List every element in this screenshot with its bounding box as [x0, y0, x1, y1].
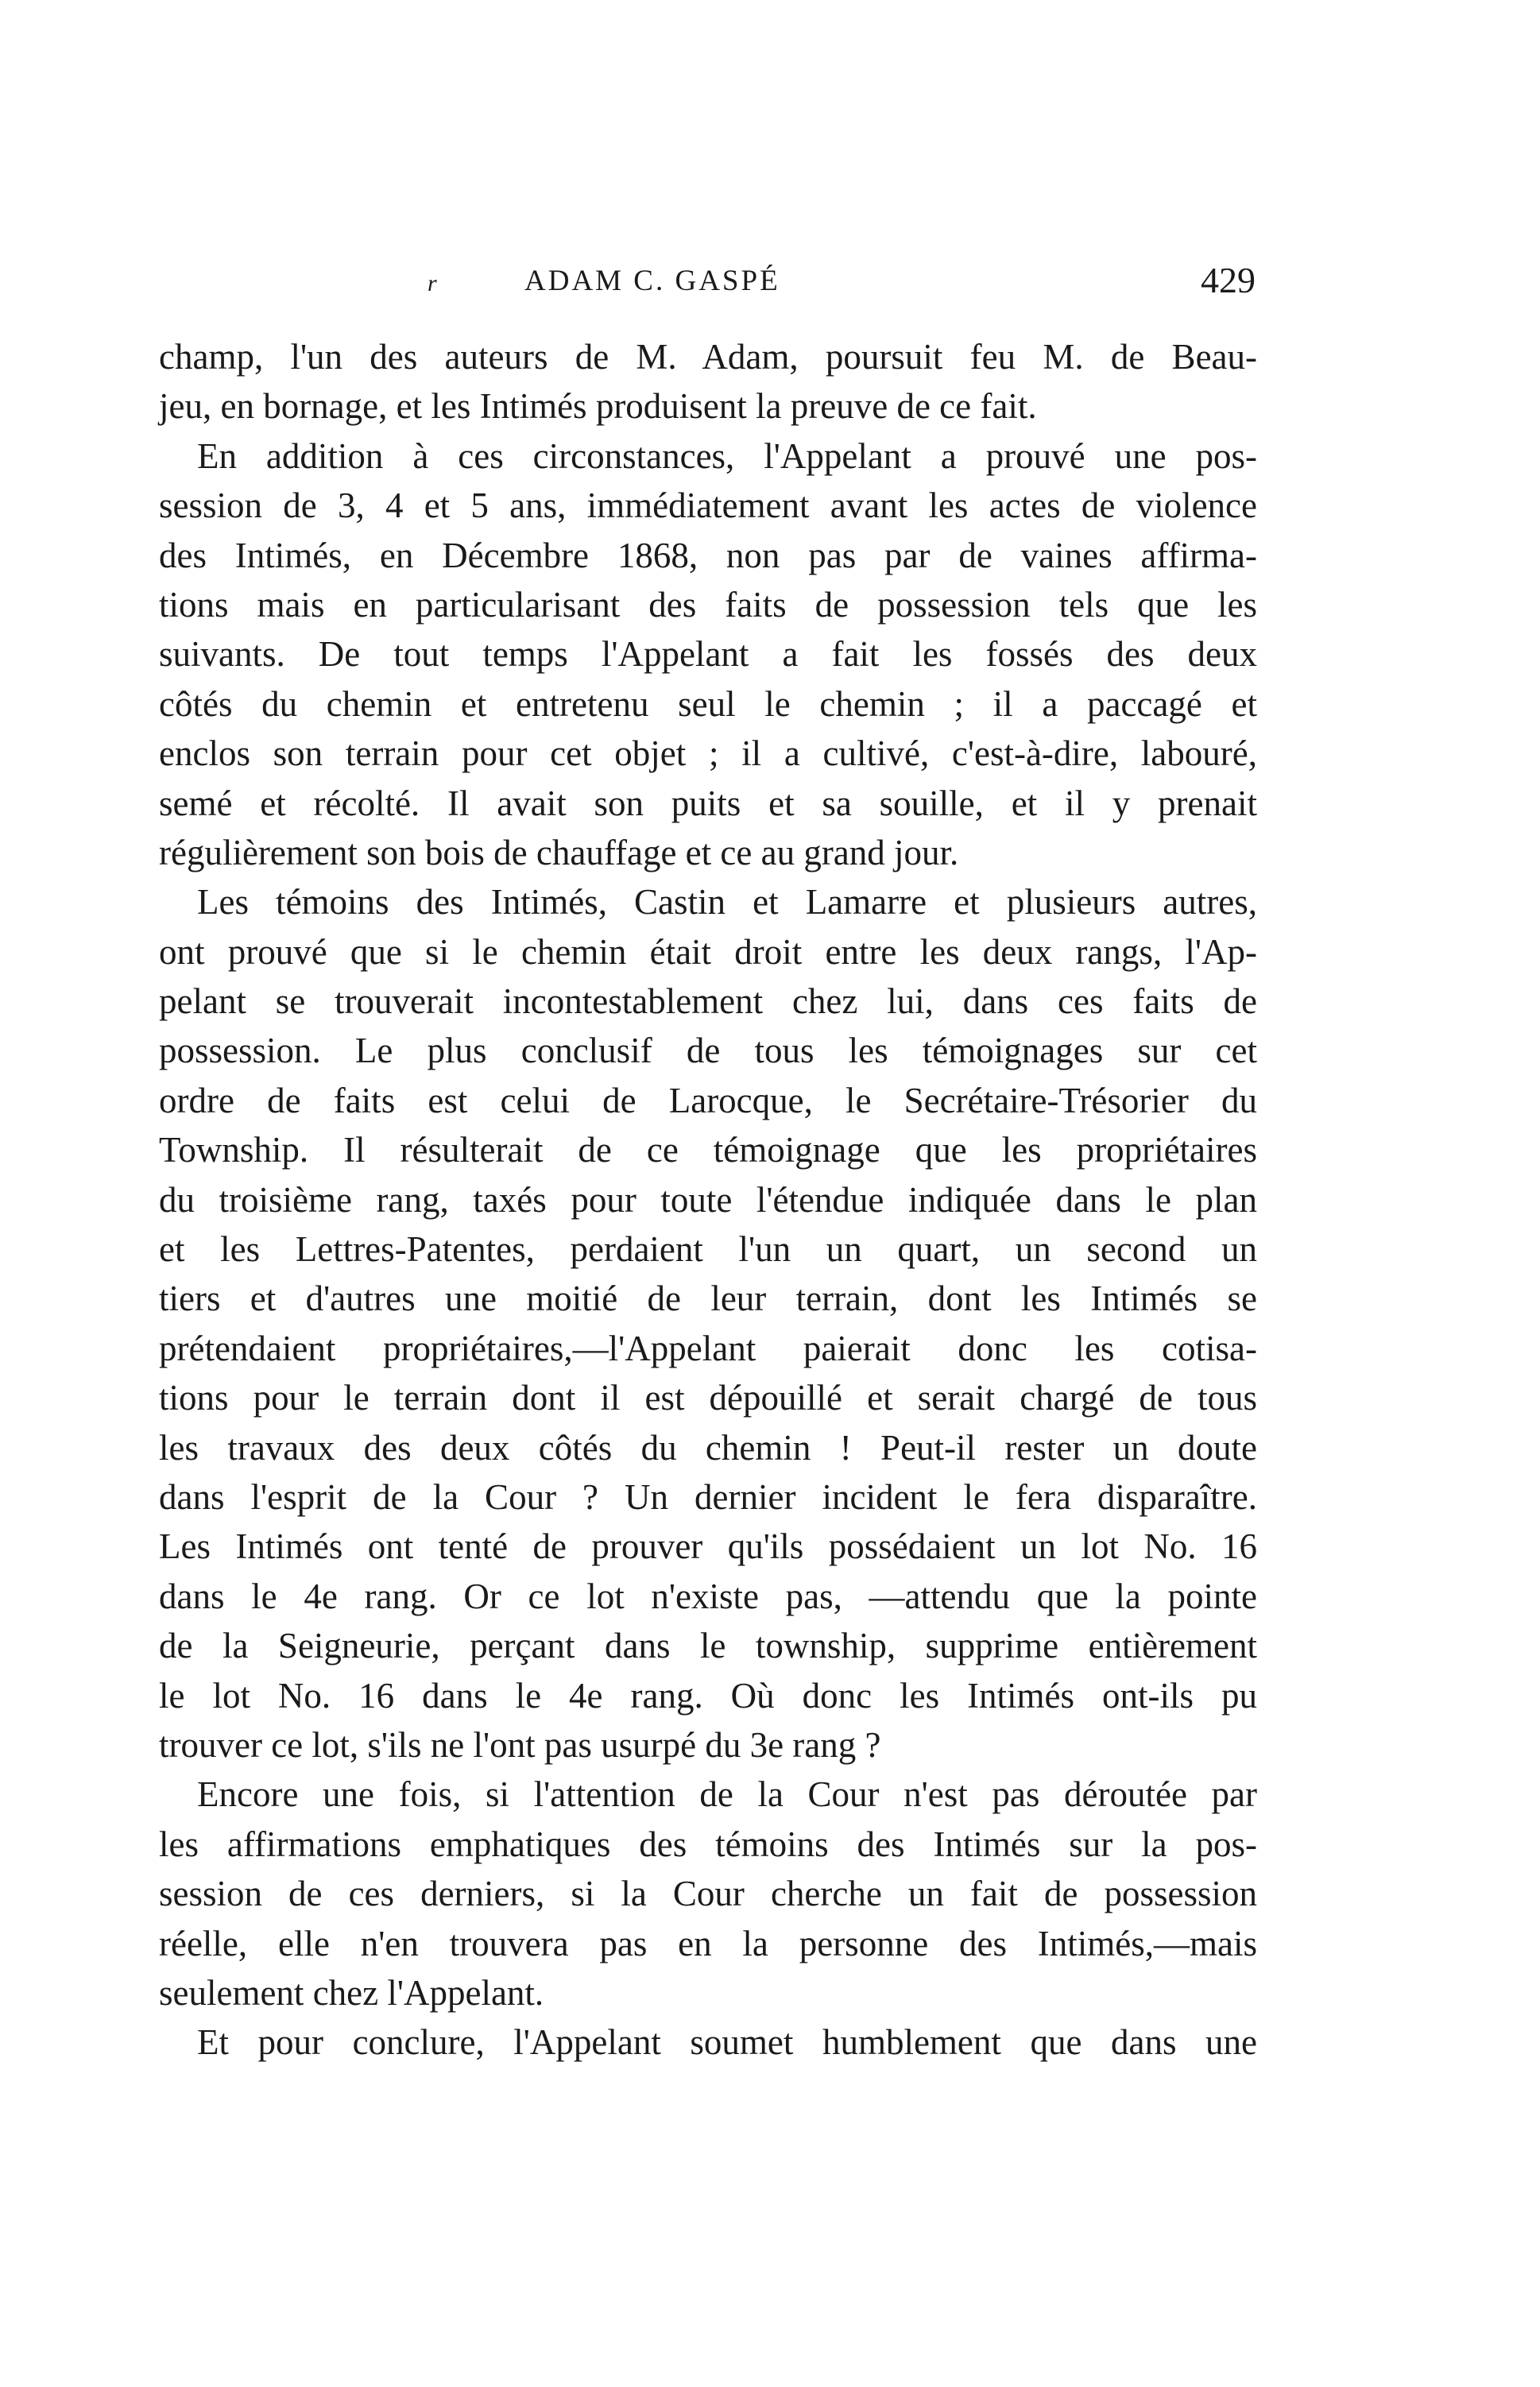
text-line: suivants. De tout temps l'Appelant a fait les fossés des deux: [159, 634, 1257, 675]
text-line: En addition à ces circonstances, l'Appelant a prouvé une pos-: [197, 435, 1257, 476]
text-line: le lot No. 16 dans le 4e rang. Où donc les Intimés ont-ils pu: [159, 1675, 1257, 1716]
text-line: tions pour le terrain dont il est dépouillé et serait chargé de tous: [159, 1378, 1257, 1418]
text-line: et les Lettres-Patentes, perdaient l'un un quart, un second un: [159, 1229, 1257, 1270]
text-line: session de ces derniers, si la Cour cherche un fait de possession: [159, 1874, 1257, 1914]
text-line: du troisième rang, taxés pour toute l'étendue indiquée dans le plan: [159, 1179, 1257, 1220]
header-mark: r: [428, 270, 437, 296]
text-line: session de 3, 4 et 5 ans, immédiatement avant les actes de violence: [159, 486, 1257, 526]
running-header: [159, 259, 1256, 307]
text-line: semé et récolté. Il avait son puits et sa souille, et il y prenait: [159, 783, 1257, 823]
text-line: de la Seigneurie, perçant dans le township, supprime entièrement: [159, 1626, 1257, 1666]
text-line: des Intimés, en Décembre 1868, non pas par de vaines affirma-: [159, 535, 1257, 575]
text-line: Et pour conclure, l'Appelant soumet humblement que dans une: [197, 2022, 1257, 2063]
text-line: possession. Le plus conclusif de tous les témoignages sur cet: [159, 1031, 1257, 1071]
text-line: tiers et d'autres une moitié de leur terrain, dont les Intimés se: [159, 1279, 1257, 1319]
text-line: tions mais en particularisant des faits de possession tels que les: [159, 584, 1257, 625]
text-line: les affirmations emphatiques des témoins des Intimés sur la pos-: [159, 1824, 1257, 1864]
text-line: Les témoins des Intimés, Castin et Lamarre et plusieurs autres,: [197, 882, 1257, 923]
text-line: Les Intimés ont tenté de prouver qu'ils possédaient un lot No. 16: [159, 1526, 1257, 1567]
text-line: dans l'esprit de la Cour ? Un dernier incident le fera disparaître.: [159, 1476, 1257, 1517]
text-line: pelant se trouverait incontestablement chez lui, dans ces faits de: [159, 981, 1257, 1022]
text-line: Encore une fois, si l'attention de la Cour n'est pas déroutée par: [197, 1774, 1257, 1815]
text-line: côtés du chemin et entretenu seul le chemin ; il a paccagé et: [159, 683, 1257, 724]
body-text: [159, 332, 1257, 2068]
text-line: seulement chez l'Appelant.: [159, 1972, 544, 2013]
text-line: prétendaient propriétaires,—l'Appelant paierait donc les cotisa-: [159, 1328, 1257, 1368]
text-line: Township. Il résulterait de ce témoignage que les propriétaires: [159, 1130, 1257, 1170]
text-line: trouver ce lot, s'ils ne l'ont pas usurpé du 3e rang ?: [159, 1724, 881, 1765]
text-line: enclos son terrain pour cet objet ; il a cultivé, c'est-à-dire, labouré,: [159, 733, 1257, 774]
text-line: ordre de faits est celui de Larocque, le Secrétaire-Trésorier du: [159, 1080, 1257, 1120]
text-line: champ, l'un des auteurs de M. Adam, poursuit feu M. de Beau-: [159, 337, 1257, 377]
running-title: ADAM C. GASPÉ: [524, 265, 780, 297]
text-line: les travaux des deux côtés du chemin ! Peut-il rester un doute: [159, 1427, 1257, 1468]
text-line: jeu, en bornage, et les Intimés produisent la preuve de ce fait.: [159, 386, 1037, 427]
page-number: 429: [1201, 260, 1256, 300]
text-line: régulièrement son bois de chauffage et ce au grand jour.: [159, 832, 959, 872]
text-line: dans le 4e rang. Or ce lot n'existe pas, —attendu que la pointe: [159, 1576, 1257, 1616]
text-line: réelle, elle n'en trouvera pas en la personne des Intimés,—mais: [159, 1923, 1257, 1963]
text-line: ont prouvé que si le chemin était droit entre les deux rangs, l'Ap-: [159, 931, 1257, 972]
